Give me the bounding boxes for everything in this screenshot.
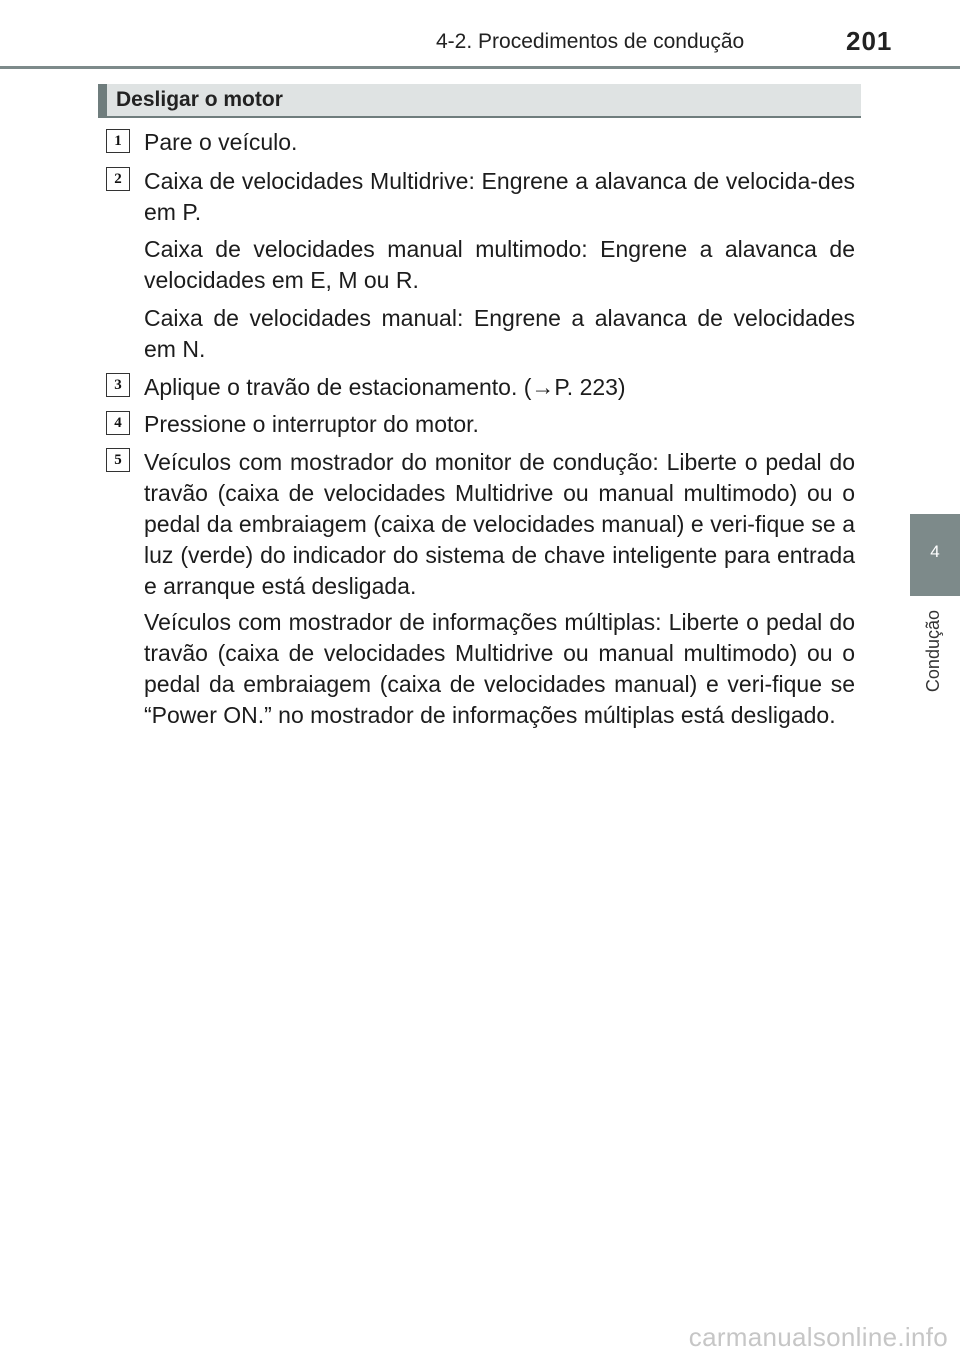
section-heading	[98, 84, 861, 118]
step-number-2: 2	[106, 167, 130, 191]
chapter-tab	[910, 514, 960, 596]
step-number-1: 1	[106, 129, 130, 153]
step-number-3: 3	[106, 373, 130, 397]
header-divider	[0, 66, 960, 69]
step-5-text-multi-info: Veículos com mostrador de informações múltiplas: Liberte o pedal do travão (caixa de velocidades Multidrive ou manual multimodo) ou o pedal da embraiagem (caixa de velocidades manual) e veri-fique se “Power ON.” no mostrador de informações múltiplas está desligado.	[144, 609, 855, 728]
step-number-5: 5	[106, 448, 130, 472]
chapter-tab-label: Condução	[923, 610, 943, 693]
section-accent-bar	[98, 84, 107, 116]
step-5-text-monitor: Veículos com mostrador do monitor de condução: Liberte o pedal do travão (caixa de velocidades Multidrive ou manual multimodo) ou o pedal da embraiagem (caixa de velocidades manual) e veri-fique se a luz (verde) do indicador do sistema de chave inteligente para entrada e arranque está desligada.	[144, 449, 855, 599]
step-1-text: Pare o veículo.	[144, 129, 298, 155]
step-4-text: Pressione o interruptor do motor.	[144, 411, 479, 437]
step-2-text-manual: Caixa de velocidades manual: Engrene a alavanca de velocidades em N.	[144, 305, 855, 362]
chapter-title: 4-2. Procedimentos de condução	[436, 30, 745, 53]
page-number: 201	[846, 26, 893, 56]
step-2-text-manual-multimodo: Caixa de velocidades manual multimodo: Engrene a alavanca de velocidades em E, M ou R.	[144, 236, 855, 293]
step-2-text-multidrive: Caixa de velocidades Multidrive: Engrene a alavanca de velocida-des em P.	[144, 168, 855, 225]
step-3-text: Aplique o travão de estacionamento. (→P. 223)	[144, 374, 626, 400]
chapter-tab-number: 4	[930, 542, 940, 561]
section-title: Desligar o motor	[116, 88, 283, 111]
step-number-4: 4	[106, 411, 130, 435]
watermark: carmanualsonline.info	[688, 1322, 948, 1352]
